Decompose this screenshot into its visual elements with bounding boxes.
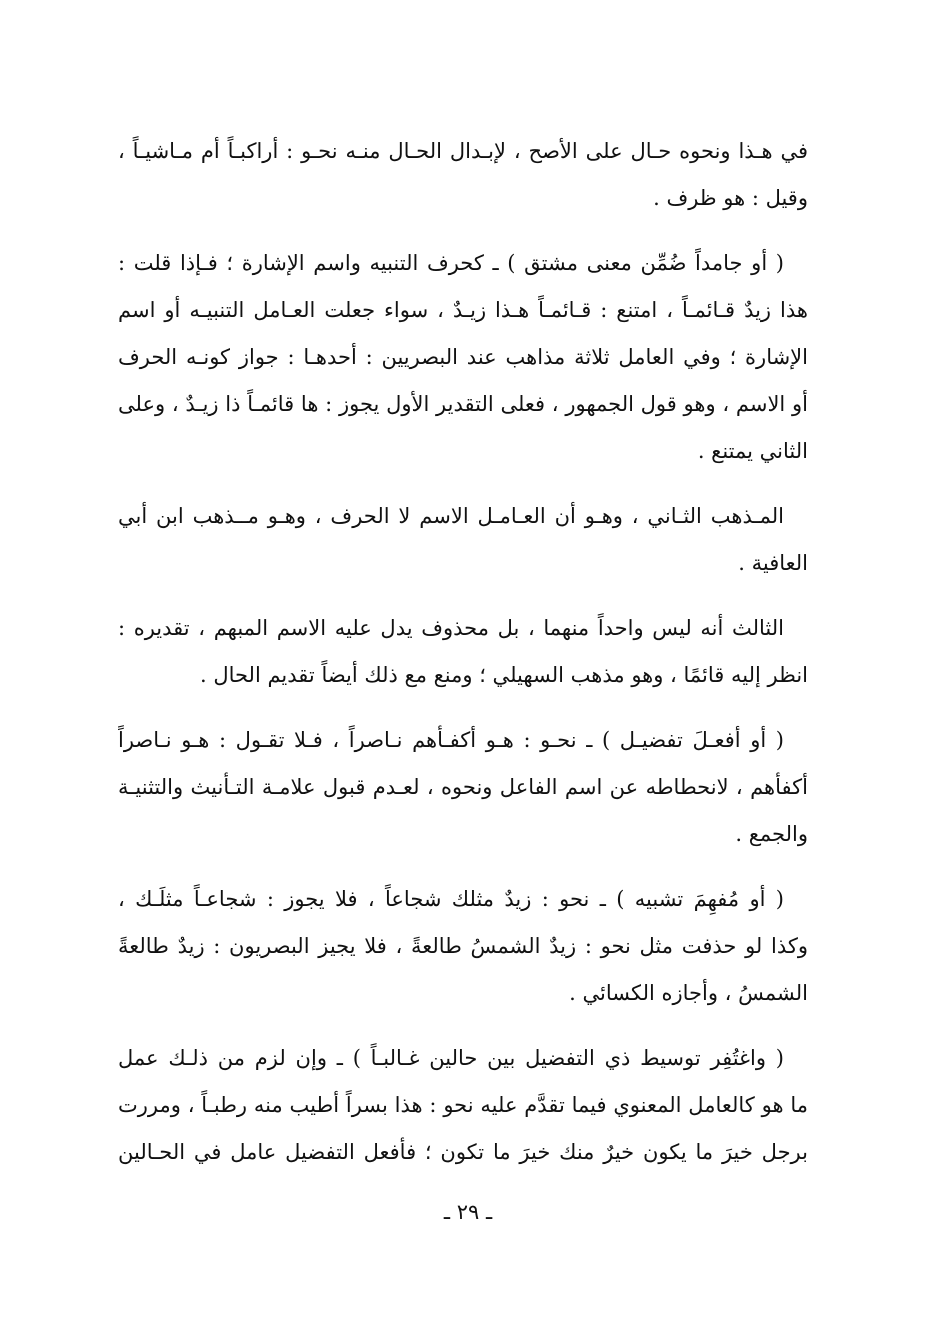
text-line: العافية .	[738, 551, 808, 575]
text-line: وكذا لو حذفت مثل نحو : زيدٌ الشمسُ طالعةً ، فلا يجيز البصريون : زيدٌ طالعةً	[118, 934, 808, 958]
text-line: ( أو جامداً ضُمِّن معنى مشتق ) ـ كحرف التنبيه واسم الإشارة ؛ فـإذا قلت :	[118, 251, 784, 275]
text-line: الإشارة ؛ وفي العامل ثلاثة مذاهب عند البصريين : أحدهـا : جواز كونـه الحرف	[118, 345, 808, 369]
text-line: الشمسُ ، وأجازه الكسائي .	[569, 981, 808, 1005]
text-line: والجمع .	[735, 822, 808, 846]
text-line: وقيل : هو ظرف .	[653, 186, 808, 210]
paragraph-6	[118, 876, 808, 1017]
text-line: أو الاسم ، وهو قول الجمهور ، فعلى التقدير الأول يجوز : ها قائمـاً ذا زيـدٌ ، وعلى	[118, 392, 808, 416]
paragraph-5	[118, 717, 808, 858]
text-line: الثالث أنه ليس واحداً منهما ، بل محذوف يدل عليه الاسم المبهم ، تقديره :	[118, 616, 784, 640]
text-line: في هـذا ونحوه حـال على الأصح ، لإبـدال الحـال منـه نحـو : أراكبـاً أم مـاشيـاً ،	[118, 139, 808, 163]
paragraph-7	[118, 1035, 808, 1176]
page-number: ـ ٢٩ ـ	[443, 1200, 493, 1224]
text-line: الثاني يمتنع .	[697, 439, 808, 463]
text-line: ( أو مُفهِمَ تشبيه ) ـ نحو : زيدٌ مثلك شجاعاً ، فلا يجوز : شجاعـاً مثلَـك ،	[118, 887, 784, 911]
text-line: ما هو كالعامل المعنوي فيما تقدَّم عليه نحو : هذا بسراً أطيب منه رطبـاً ، ومررت	[118, 1093, 808, 1117]
text-line: أكفأهم ، لانحطاطه عن اسم الفاعل ونحوه ، لعـدم قبول علامـة التـأنيث والتثنيـة	[118, 775, 808, 799]
paragraph-1	[118, 128, 808, 222]
text-line: انظر إليه قائمًا ، وهو مذهب السهيلي ؛ ومنع مع ذلك أيضاً تقديم الحال .	[199, 663, 808, 687]
paragraph-4	[118, 605, 808, 699]
text-line: برجل خيرَ ما يكون خيرٌ منك خيرَ ما تكون ؛ فأفعل التفضيل عامل في الحـالين	[118, 1140, 808, 1164]
text-line: هذا زيدٌ قـائمـاً ، امتنع : قـائمـاً هـذا زيـدٌ ، سواء جعلت العـامل التنبيـه أو اسم	[118, 298, 808, 322]
text-line: ( واغتُفِر توسيط ذي التفضيل بين حالين غـالبـاً ) ـ وإن لزم من ذلـك عمل	[118, 1046, 784, 1070]
text-line: المـذهب الثـاني ، وهـو أن العـامـل الاسم لا الحرف ، وهـو مــذهب ابن أبي	[118, 504, 784, 528]
paragraph-3	[118, 493, 808, 587]
body-text	[118, 128, 808, 1194]
paragraph-2	[118, 240, 808, 475]
text-line: ( أو أفعـلَ تفضيـل ) ـ نحـو : هـو أكفـأهم نـاصراً ، فـلا تقـول : هـو نـاصراً	[118, 728, 784, 752]
